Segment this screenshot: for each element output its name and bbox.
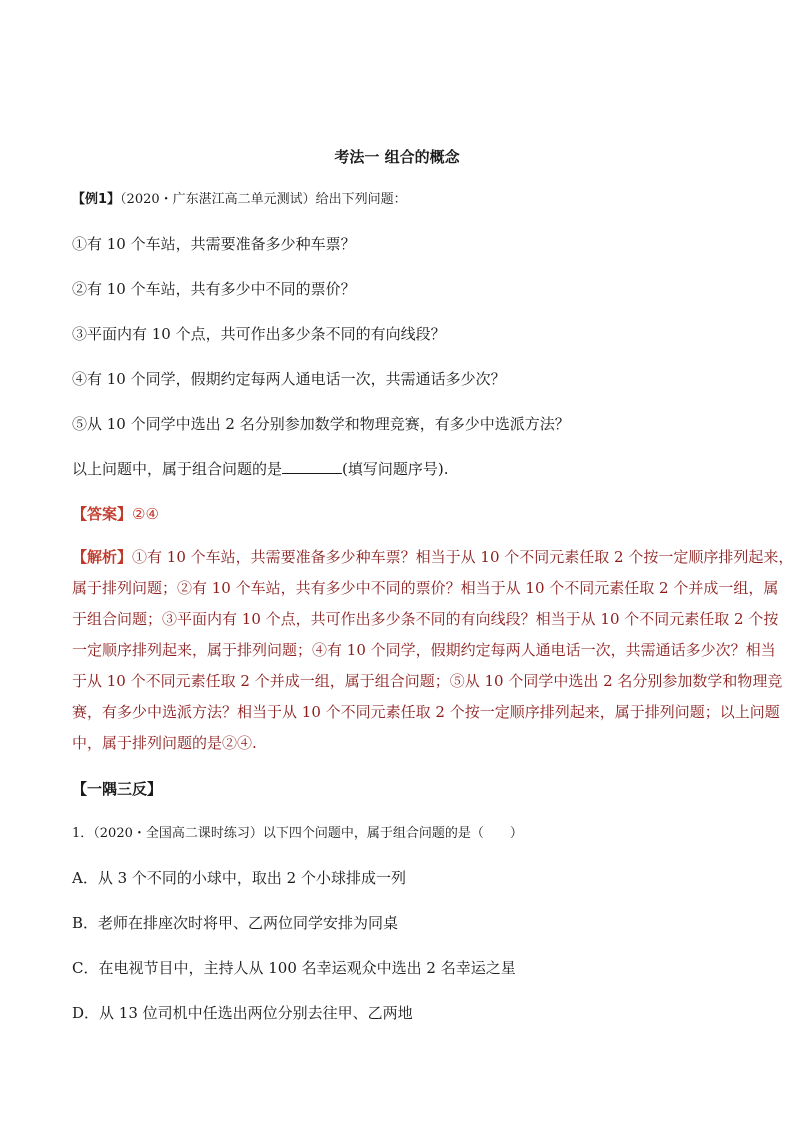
analysis-tag: 【解析】 [72, 548, 133, 566]
analysis-line-7: 中，属于排列问题的是②④. [72, 734, 257, 752]
answer-blank [282, 459, 342, 474]
example-item-1: ①有 10 个车站，共需要准备多少种车票？ [72, 235, 356, 253]
example-item-4: ④有 10 个同学，假期约定每两人通电话一次，共需通话多少次？ [72, 370, 506, 388]
analysis-line-4: 一定顺序排列起来，属于排列问题；④有 10 个同学，假期约定每两人通电话一次，共需通话多少次？相当 [72, 641, 776, 659]
analysis-line-6: 赛，有多少中选派方法？相当于从 10 个不同元素任取 2 个按一定顺序排列起来，属于排列问题；以上问题 [72, 703, 780, 721]
analysis-line-1: 【解析】①有 10 个车站，共需要准备多少种车票？相当于从 10 个不同元素任取 2 个按一定顺序排列起来， [72, 548, 794, 566]
practice-heading: 【一隅三反】 [72, 780, 163, 798]
option-b: B．老师在排座次时将甲、乙两位同学安排为同桌 [72, 914, 399, 932]
question-prefix: 以上问题中，属于组合问题的是 [72, 460, 283, 478]
example-item-3: ③平面内有 10 个点，共可作出多少条不同的有向线段？ [72, 325, 446, 343]
option-d: D．从 13 位司机中任选出两位分别去往甲、乙两地 [72, 1004, 413, 1022]
example-header [72, 190, 407, 210]
example-item-2: ②有 10 个车站，共有多少中不同的票价？ [72, 280, 356, 298]
option-a: A．从 3 个不同的小球中，取出 2 个小球排成一列 [72, 869, 406, 887]
analysis-block [72, 542, 794, 759]
example-tag: 【例1】 [72, 192, 121, 207]
answer-value: ②④ [132, 505, 159, 523]
example-source: （2020・广东湛江高二单元测试）给出下列问题： [120, 192, 407, 207]
analysis-line-2: 属于排列问题；②有 10 个车站，共有多少中不同的票价？相当于从 10 个不同元素任取 2 个并成一组，属 [72, 579, 779, 597]
analysis-line-5: 于从 10 个不同元素任取 2 个并成一组，属于组合问题；⑤从 10 个同学中选出 2 名分别参加数学和物理竞 [72, 672, 783, 690]
example-item-5: ⑤从 10 个同学中选出 2 名分别参加数学和物理竞赛，有多少中选派方法？ [72, 415, 570, 433]
practice-question: 1．（2020・全国高二课时练习）以下四个问题中，属于组合问题的是（ ） [72, 826, 523, 841]
option-c: C．在电视节目中，主持人从 100 名幸运观众中选出 2 名幸运之星 [72, 959, 516, 977]
section-title: 考法一 组合的概念 [334, 148, 460, 166]
example-question [72, 459, 449, 479]
analysis-line-3: 于组合问题；③平面内有 10 个点，共可作出多少条不同的有向线段？相当于从 10 个不同元素任取 2 个按 [72, 610, 779, 628]
answer-tag: 【答案】 [72, 505, 133, 523]
question-suffix: (填写问题序号). [342, 460, 449, 478]
answer-line [72, 504, 159, 524]
